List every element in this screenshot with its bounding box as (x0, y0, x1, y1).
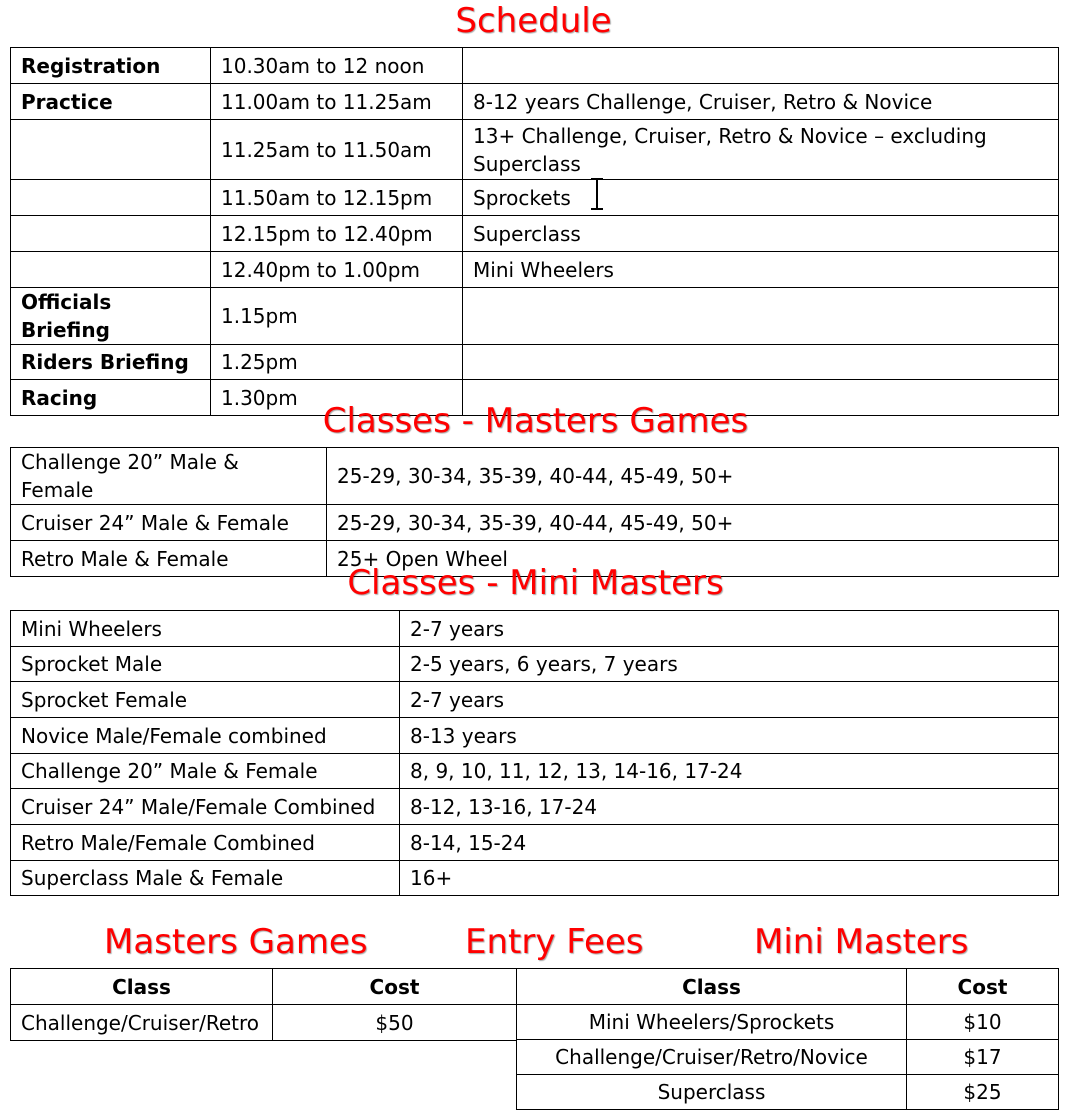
class-ages: 2-5 years, 6 years, 7 years (400, 647, 1059, 682)
schedule-desc: Mini Wheelers (463, 252, 1059, 288)
table-header-row (517, 969, 1059, 1005)
masters-fees-heading: Masters Games (104, 922, 368, 962)
schedule-label (11, 120, 211, 180)
schedule-time: 1.25pm (211, 345, 463, 380)
column-header-cost: Cost (273, 969, 517, 1005)
class-ages: 2-7 years (400, 682, 1059, 718)
schedule-label: Riders Briefing (11, 345, 211, 380)
fee-cost: $10 (907, 1005, 1059, 1040)
class-name: Cruiser 24” Male & Female (11, 505, 327, 541)
class-ages: 16+ (400, 861, 1059, 896)
class-name: Challenge 20” Male & Female (11, 448, 327, 505)
fee-cost: $17 (907, 1040, 1059, 1075)
fee-class: Challenge/Cruiser/Retro (11, 1005, 273, 1041)
table-row (11, 448, 1059, 505)
table-row (11, 252, 1059, 288)
fee-class: Challenge/Cruiser/Retro/Novice (517, 1040, 907, 1075)
class-name: Retro Male & Female (11, 541, 327, 577)
table-row (11, 718, 1059, 754)
table-row (11, 1005, 517, 1041)
class-name: Retro Male/Female Combined (11, 825, 400, 861)
table-row (11, 682, 1059, 718)
schedule-desc: Sprockets (463, 180, 1059, 216)
class-name: Mini Wheelers (11, 611, 400, 647)
entry-fees-heading: Entry Fees (465, 922, 644, 962)
schedule-label: Racing (11, 380, 211, 416)
schedule-label: Registration (11, 48, 211, 84)
class-name: Cruiser 24” Male/Female Combined (11, 789, 400, 825)
column-header-cost: Cost (907, 969, 1059, 1005)
table-header-row (11, 969, 517, 1005)
mini-classes-table (10, 610, 1059, 896)
table-row (11, 216, 1059, 252)
schedule-label (11, 180, 211, 216)
fee-class: Superclass (517, 1075, 907, 1110)
fee-cost: $25 (907, 1075, 1059, 1110)
table-row (11, 505, 1059, 541)
table-row (11, 825, 1059, 861)
column-header-class: Class (11, 969, 273, 1005)
text-cursor-icon (590, 178, 604, 210)
class-ages: 25-29, 30-34, 35-39, 40-44, 45-49, 50+ (327, 448, 1059, 505)
masters-fees-table (10, 968, 517, 1041)
table-row (11, 180, 1059, 216)
table-row (517, 1005, 1059, 1040)
schedule-time: 12.15pm to 12.40pm (211, 216, 463, 252)
class-ages: 8-14, 15-24 (400, 825, 1059, 861)
table-row (11, 120, 1059, 180)
schedule-desc (463, 288, 1059, 345)
table-row (11, 84, 1059, 120)
table-row (11, 789, 1059, 825)
class-ages: 25+ Open Wheel (327, 541, 1059, 577)
class-name: Novice Male/Female combined (11, 718, 400, 754)
schedule-desc: 8-12 years Challenge, Cruiser, Retro & Novice (463, 84, 1059, 120)
class-ages: 8-13 years (400, 718, 1059, 754)
mini-classes-heading: Classes - Mini Masters (347, 563, 724, 603)
schedule-time: 11.00am to 11.25am (211, 84, 463, 120)
fee-class: Mini Wheelers/Sprockets (517, 1005, 907, 1040)
masters-classes-table (10, 447, 1059, 577)
mini-fees-table (516, 968, 1059, 1110)
schedule-time: 12.40pm to 1.00pm (211, 252, 463, 288)
fee-cost: $50 (273, 1005, 517, 1041)
table-row (11, 611, 1059, 647)
table-row (517, 1075, 1059, 1110)
class-name: Sprocket Female (11, 682, 400, 718)
class-ages: 2-7 years (400, 611, 1059, 647)
schedule-desc: 13+ Challenge, Cruiser, Retro & Novice – excluding Superclass (463, 120, 1059, 180)
schedule-desc: Superclass (463, 216, 1059, 252)
table-row (11, 48, 1059, 84)
table-row (517, 1040, 1059, 1075)
schedule-label (11, 216, 211, 252)
mini-fees-heading: Mini Masters (754, 922, 969, 962)
schedule-time: 10.30am to 12 noon (211, 48, 463, 84)
schedule-table (10, 47, 1059, 416)
class-ages: 25-29, 30-34, 35-39, 40-44, 45-49, 50+ (327, 505, 1059, 541)
schedule-desc (463, 345, 1059, 380)
schedule-label: Officials Briefing (11, 288, 211, 345)
schedule-time: 11.25am to 11.50am (211, 120, 463, 180)
masters-classes-heading: Classes - Masters Games (322, 401, 749, 441)
schedule-time: 11.50am to 12.15pm (211, 180, 463, 216)
schedule-time: 1.30pm (211, 380, 463, 416)
schedule-desc (463, 48, 1059, 84)
schedule-label: Practice (11, 84, 211, 120)
class-name: Sprocket Male (11, 647, 400, 682)
table-row (11, 345, 1059, 380)
table-row (11, 754, 1059, 789)
class-name: Challenge 20” Male & Female (11, 754, 400, 789)
schedule-label (11, 252, 211, 288)
table-row (11, 288, 1059, 345)
class-ages: 8-12, 13-16, 17-24 (400, 789, 1059, 825)
table-row (11, 861, 1059, 896)
class-ages: 8, 9, 10, 11, 12, 13, 14-16, 17-24 (400, 754, 1059, 789)
schedule-time: 1.15pm (211, 288, 463, 345)
schedule-heading: Schedule (455, 1, 612, 41)
class-name: Superclass Male & Female (11, 861, 400, 896)
table-row (11, 647, 1059, 682)
column-header-class: Class (517, 969, 907, 1005)
